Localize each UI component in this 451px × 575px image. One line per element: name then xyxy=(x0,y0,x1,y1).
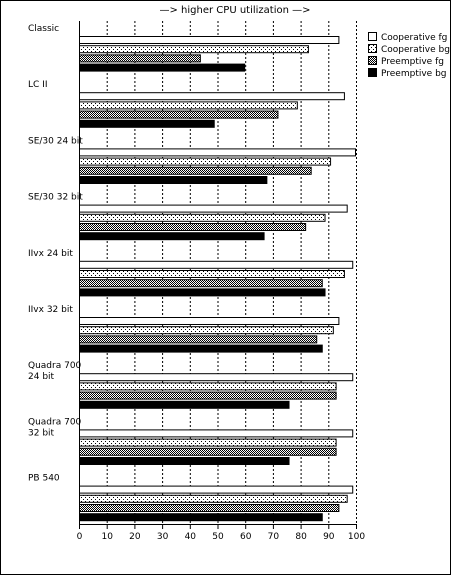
category-label: 24 bit xyxy=(28,372,55,383)
bar-cooperative-bg xyxy=(80,383,337,390)
bar-cooperative-bg xyxy=(80,495,348,502)
category-label: PB 540 xyxy=(28,473,60,484)
bar-cooperative-fg xyxy=(80,486,353,493)
bar-preemptive-fg xyxy=(80,224,306,231)
x-tick-label: 10 xyxy=(101,532,113,542)
bar-cooperative-bg xyxy=(80,439,337,446)
legend-label: Cooperative fg xyxy=(381,33,448,43)
chart-title: —> higher CPU utilization —> xyxy=(159,5,311,16)
bar-preemptive-bg xyxy=(80,458,290,465)
x-tick-label: 50 xyxy=(212,532,224,542)
bar-preemptive-bg xyxy=(80,177,267,184)
x-tick-label: 70 xyxy=(267,532,280,542)
legend-swatch-preemptive-fg xyxy=(369,57,377,65)
bar-preemptive-fg xyxy=(80,505,339,512)
legend-swatch-cooperative-fg xyxy=(369,33,377,41)
bar-cooperative-bg xyxy=(80,327,334,334)
category-label: SE/30 32 bit xyxy=(28,192,83,203)
category-label: LC II xyxy=(28,80,48,91)
bar-preemptive-bg xyxy=(80,289,326,296)
bar-preemptive-fg xyxy=(80,111,278,118)
bar-preemptive-fg xyxy=(80,448,337,455)
legend xyxy=(369,33,450,80)
bar-preemptive-fg xyxy=(80,55,201,62)
x-tick-label: 100 xyxy=(347,532,366,542)
bar-cooperative-fg xyxy=(80,374,353,381)
category-label: Classic xyxy=(28,24,60,34)
bar-cooperative-bg xyxy=(80,46,309,53)
bar-preemptive-fg xyxy=(80,167,312,174)
bar-cooperative-bg xyxy=(80,102,298,109)
legend-swatch-preemptive-bg xyxy=(369,69,377,77)
bar-preemptive-fg xyxy=(80,336,317,343)
bar-cooperative-bg xyxy=(80,271,345,278)
category-labels xyxy=(28,24,83,484)
bar-cooperative-fg xyxy=(80,430,353,437)
category-label: Quadra 700 xyxy=(28,361,82,372)
cpu-utilization-bar-chart xyxy=(1,1,450,574)
category-label: 32 bit xyxy=(28,428,55,439)
bar-cooperative-fg xyxy=(80,261,353,268)
bar-preemptive-bg xyxy=(80,64,245,71)
bar-preemptive-fg xyxy=(80,392,337,399)
bar-cooperative-fg xyxy=(80,37,339,44)
bar-preemptive-fg xyxy=(80,280,323,287)
category-label: Quadra 700 xyxy=(28,417,82,428)
category-label: SE/30 24 bit xyxy=(28,136,83,147)
x-tick-label: 90 xyxy=(323,532,335,542)
category-label: IIvx 24 bit xyxy=(28,248,73,259)
x-tick-label: 80 xyxy=(295,532,307,542)
bar-preemptive-bg xyxy=(80,401,290,408)
legend-label: Preemptive fg xyxy=(381,57,444,67)
bar-preemptive-bg xyxy=(80,345,323,352)
bar-cooperative-fg xyxy=(80,93,345,100)
legend-label: Preemptive bg xyxy=(381,69,447,79)
bar-cooperative-fg xyxy=(80,149,356,156)
bar-cooperative-bg xyxy=(80,158,331,165)
x-tick-label: 60 xyxy=(239,532,252,542)
x-tick-label: 40 xyxy=(184,532,197,542)
x-tick-label: 20 xyxy=(129,532,141,542)
bar-preemptive-bg xyxy=(80,120,215,127)
x-tick-label: 30 xyxy=(156,532,169,542)
bar-cooperative-fg xyxy=(80,205,348,212)
x-tick-label: 0 xyxy=(76,532,83,542)
legend-swatch-cooperative-bg xyxy=(369,45,377,53)
bar-preemptive-bg xyxy=(80,233,265,240)
category-label: IIvx 32 bit xyxy=(28,305,73,315)
legend-label: Cooperative bg xyxy=(381,45,450,55)
bar-cooperative-bg xyxy=(80,214,326,221)
bar-cooperative-fg xyxy=(80,318,339,325)
bar-preemptive-bg xyxy=(80,514,323,521)
